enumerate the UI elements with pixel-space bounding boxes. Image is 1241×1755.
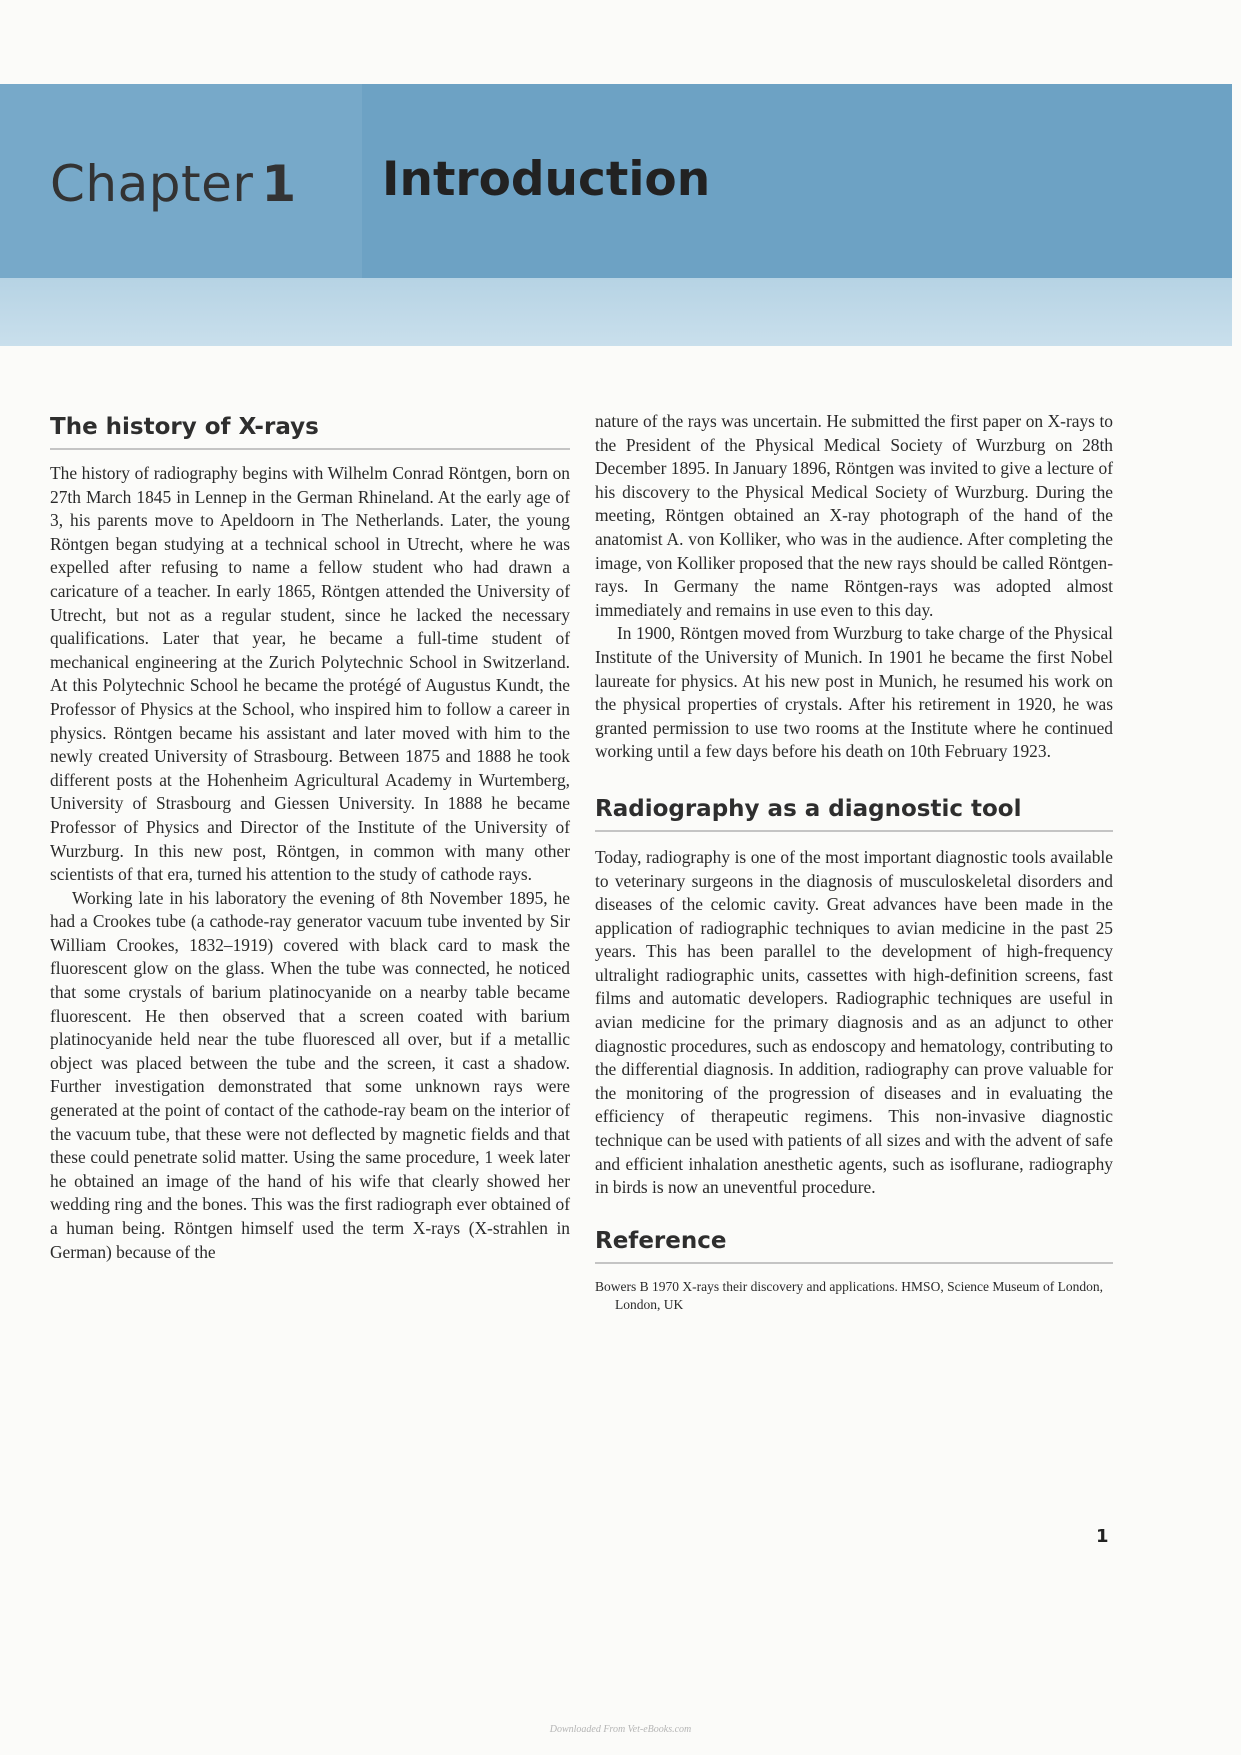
history-paragraph-1: The history of radiography begins with Wilhelm Conrad Röntgen, born on 27th March 1845 in Lennep in the German Rhineland. At the early age of 3, his parents move to Apeldoorn in The Netherlands. Later, the young Röntgen began studying at a technical school in Utrecht, where he was expelled after refusing to name a fellow student who had drawn a caricature of a teacher. In early 1865, Röntgen attended the University of Utrecht, but not as a regular student, since he lacked the necessary qualifications. Later that year, he became a full-time student of mechanical engineering at the Zurich Polytechnic School in Switzerland. At this Polytechnic School he became the protégé of Augustus Kundt, the Professor of Physics at the School, who inspired him to follow a career in physics. Röntgen became his assistant and later moved with him to the newly created University of Strasbourg. Between 1875 and 1888 he took different posts at the Hohenheim Agricultural Academy in Wurtemberg, University of Strasbourg and Giessen University. In 1888 he became Professor of Physics and Director of the Institute of the University of Wurzburg. In this new post, Röntgen, in common with many other scientists of that era, turned his attention to the study of cathode rays. bbox=[50, 463, 570, 885]
page-number: 1 bbox=[1096, 1526, 1109, 1547]
history-paragraph-3: nature of the rays was uncertain. He submitted the first paper on X-rays to the President of the Physical Medical Society of Wurzburg on 28th December 1895. In January 1896, Röntgen was invited to give a lecture of his discovery to the Physical Medical Society of Wurzburg. During the meeting, Röntgen obtained an X-ray photograph of the hand of the anatomist A. von Kolliker, who was in the audience. After completing the image, von Kolliker proposed that the new rays should be called Röntgen-rays. In Germany the name Röntgen-rays was adopted almost immediately and remains in use even to this day. bbox=[595, 411, 1113, 620]
history-paragraph-4: In 1900, Röntgen moved from Wurzburg to take charge of the Physical Institute of the University of Munich. In 1901 he became the first Nobel laureate for physics. At his new post in Munich, he resumed his work on the physical properties of crystals. After his retirement in 1920, he was granted permission to use two rooms at the Institute where he continued working until a few days before his death on 10th February 1923. bbox=[595, 623, 1113, 762]
chapter-label bbox=[50, 155, 297, 213]
history-paragraph-2: Working late in his laboratory the evening of 8th November 1895, he had a Crookes tube (a cathode-ray generator vacuum tube invented by Sir William Crookes, 1832–1919) covered with black card to mask the fluorescent glow on the glass. When the tube was connected, he noticed that some crystals of barium platinocyanide on a nearby table became fluorescent. He then observed that a screen coated with barium platinocyanide held near the tube fluoresced all over, but if a metallic object was placed between the tube and the screen, it cast a shadow. Further investigation demonstrated that some unknown rays were generated at the point of contact of the cathode-ray beam on the interior of the vacuum tube, that these were not deflected by magnetic fields and that these could penetrate solid matter. Using the same procedure, 1 week later he obtained an image of the hand of his wife that clearly showed her wedding ring and the bones. This was the first radiograph ever obtained of a human being. Röntgen himself used the term X-rays (X-strahlen in German) because of the bbox=[50, 887, 570, 1262]
reference-section bbox=[595, 1228, 1113, 1314]
reference-entry: Bowers B 1970 X-rays their discovery and applications. HMSO, Science Museum of London, London, UK bbox=[595, 1278, 1104, 1312]
section-heading-diagnostic: Radiography as a diagnostic tool bbox=[595, 796, 1113, 832]
section-heading-history: The history of X-rays bbox=[50, 414, 570, 450]
left-column bbox=[50, 410, 570, 1264]
section-heading-reference: Reference bbox=[595, 1228, 1113, 1264]
chapter-word: Chapter bbox=[50, 155, 254, 213]
diagnostic-section bbox=[595, 796, 1113, 1200]
diagnostic-paragraph: Today, radiography is one of the most important diagnostic tools available to veterinary surgeons in the diagnosis of musculoskeletal disorders and diseases of the celomic cavity. Great advances have been made in the application of radiographic techniques to avian medicine in the past 25 years. This has been parallel to the development of high-frequency ultralight radiographic units, cassettes with high-definition screens, fast films and automatic developers. Radiographic techniques are useful in avian medicine for the primary diagnosis and as an adjunct to other diagnostic procedures, such as endoscopy and hematology, contributing to the differential diagnosis. In addition, radiography can prove valuable for the monitoring of the progression of diseases and in evaluating the efficiency of therapeutic regimens. This non-invasive diagnostic technique can be used with patients of all sizes and with the advent of safe and efficient inhalation anesthetic agents, such as isoflurane, radiography in birds is now an uneventful procedure. bbox=[595, 846, 1113, 1198]
header-subband bbox=[0, 278, 1232, 346]
right-column bbox=[595, 410, 1113, 1314]
chapter-title: Introduction bbox=[382, 152, 711, 207]
chapter-number: 1 bbox=[261, 155, 297, 213]
footer-watermark: Downloaded From Vet-eBooks.com bbox=[549, 1724, 692, 1735]
